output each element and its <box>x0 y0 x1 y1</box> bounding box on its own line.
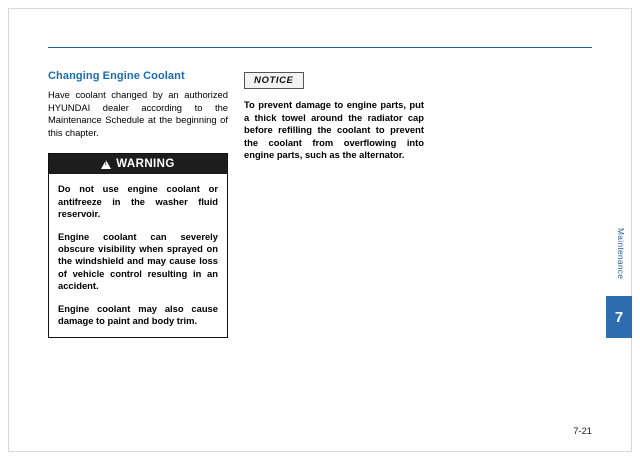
warning-body <box>49 174 227 337</box>
page-title: Changing Engine Coolant <box>48 70 185 82</box>
warning-box <box>48 153 228 338</box>
notice-badge: NOTICE <box>244 72 304 89</box>
header-rule <box>48 47 592 48</box>
warning-header <box>49 154 227 174</box>
chapter-tab-label: Maintenance <box>616 228 626 280</box>
left-column <box>48 70 228 338</box>
warning-triangle-icon <box>101 160 111 169</box>
page-number: 7-21 <box>573 425 592 436</box>
warning-header-label: WARNING <box>116 158 175 171</box>
intro-paragraph: Have coolant changed by an authorized HYUNDAI dealer according to the Maintenance Schedule at the beginning of this chapter. <box>48 89 228 138</box>
warning-paragraph: Do not use engine coolant or antifreeze in the washer fluid reservoir. <box>58 183 218 220</box>
notice-text: To prevent damage to engine parts, put a thick towel around the radiator cap before refilling the coolant to prevent the coolant from overflowing into engine parts, such as the alternator. <box>244 99 424 161</box>
chapter-tab-number: 7 <box>606 296 632 338</box>
warning-paragraph: Engine coolant can severely obscure visibility when sprayed on the windshield and may cause loss of vehicle control resulting in an accident. <box>58 230 218 292</box>
right-column <box>244 70 424 162</box>
warning-paragraph: Engine coolant may also cause damage to paint and body trim. <box>58 302 218 327</box>
